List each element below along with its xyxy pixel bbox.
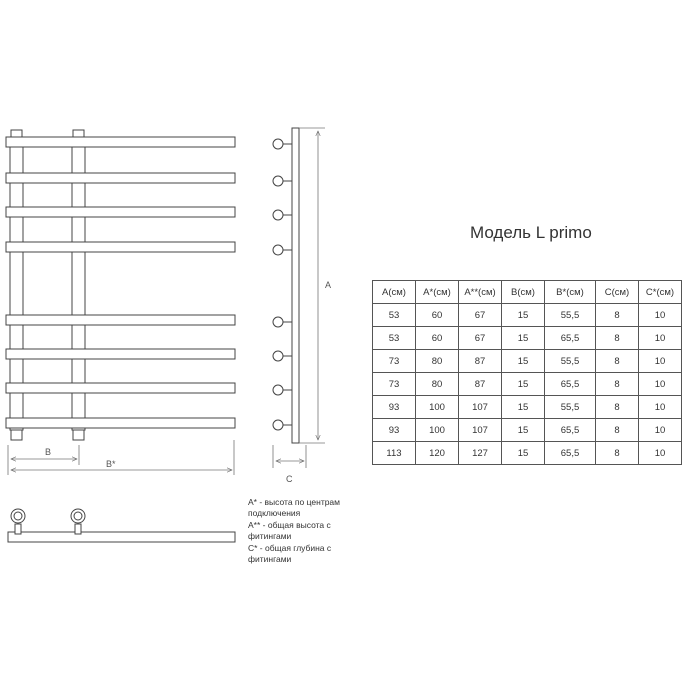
note-line: A* - высота по центрам — [248, 497, 341, 507]
table-cell: 10 — [639, 373, 682, 396]
table-cell: 93 — [373, 419, 416, 442]
column-header: A**(см) — [459, 281, 502, 304]
table-cell: 10 — [639, 442, 682, 465]
rail-ends — [273, 139, 283, 430]
column-header: B(см) — [502, 281, 545, 304]
table-cell: 73 — [373, 350, 416, 373]
table-cell: 60 — [416, 304, 459, 327]
heating-rails — [6, 137, 235, 428]
table-cell: 15 — [502, 373, 545, 396]
table-row — [373, 373, 682, 396]
note-line: фитингами — [248, 531, 292, 542]
table-cell: 127 — [459, 442, 502, 465]
note-line: C* - общая глубина с — [248, 542, 332, 553]
table-cell: 8 — [596, 442, 639, 465]
front-dimensions — [8, 440, 234, 475]
table-cell: 80 — [416, 373, 459, 396]
table-cell: 8 — [596, 304, 639, 327]
top-rail — [8, 532, 235, 542]
dim-label-a: A — [325, 280, 332, 290]
table-cell: 10 — [639, 350, 682, 373]
table-cell: 87 — [459, 350, 502, 373]
column-header: C*(см) — [639, 281, 682, 304]
dim-label-b-star: B* — [106, 459, 116, 469]
table-cell: 15 — [502, 419, 545, 442]
table-cell: 10 — [639, 419, 682, 442]
dim-label-b: B — [45, 447, 52, 457]
table-cell: 8 — [596, 327, 639, 350]
table-cell: 113 — [373, 442, 416, 465]
column-header: A*(см) — [416, 281, 459, 304]
table-row — [373, 419, 682, 442]
table-row — [373, 350, 682, 373]
table-cell: 55,5 — [545, 350, 596, 373]
column-header: B*(см) — [545, 281, 596, 304]
table-cell: 100 — [416, 419, 459, 442]
table-cell: 15 — [502, 350, 545, 373]
table-cell: 8 — [596, 350, 639, 373]
table-row — [373, 327, 682, 350]
table-cell: 15 — [502, 327, 545, 350]
spec-table — [372, 280, 682, 465]
table-cell: 60 — [416, 327, 459, 350]
table-cell: 10 — [639, 396, 682, 419]
front-view — [6, 130, 235, 440]
table-cell: 55,5 — [545, 396, 596, 419]
table-cell: 53 — [373, 327, 416, 350]
table-cell: 15 — [502, 304, 545, 327]
table-cell: 100 — [416, 396, 459, 419]
table-cell: 15 — [502, 442, 545, 465]
table-cell: 55,5 — [545, 304, 596, 327]
table-header-row — [373, 281, 682, 304]
table-cell: 65,5 — [545, 419, 596, 442]
table-cell: 87 — [459, 373, 502, 396]
column-header: A(см) — [373, 281, 416, 304]
rail-stubs — [283, 144, 292, 425]
table-cell: 67 — [459, 304, 502, 327]
table-cell: 107 — [459, 419, 502, 442]
table-cell: 15 — [502, 396, 545, 419]
column-header: C(см) — [596, 281, 639, 304]
table-cell: 73 — [373, 373, 416, 396]
table-cell: 120 — [416, 442, 459, 465]
table-cell: 8 — [596, 373, 639, 396]
notes — [248, 497, 340, 565]
dim-label-c: C — [286, 474, 293, 484]
note-line: подключения — [248, 508, 301, 519]
table-cell: 8 — [596, 396, 639, 419]
table-cell: 65,5 — [545, 327, 596, 350]
table-row — [373, 396, 682, 419]
table-cell: 10 — [639, 304, 682, 327]
table-row — [373, 442, 682, 465]
model-title: Модель L primo — [470, 223, 592, 242]
table-cell: 107 — [459, 396, 502, 419]
table-row — [373, 304, 682, 327]
table-cell: 65,5 — [545, 442, 596, 465]
side-collector — [292, 128, 299, 443]
note-line: фитингами — [248, 554, 292, 565]
table-cell: 8 — [596, 419, 639, 442]
side-view — [273, 128, 299, 443]
note-line: A** - общая высота с — [248, 519, 331, 530]
table-cell: 65,5 — [545, 373, 596, 396]
table-cell: 53 — [373, 304, 416, 327]
table-cell: 67 — [459, 327, 502, 350]
table-cell: 93 — [373, 396, 416, 419]
table-cell: 10 — [639, 327, 682, 350]
table-cell: 80 — [416, 350, 459, 373]
top-view — [8, 509, 235, 542]
